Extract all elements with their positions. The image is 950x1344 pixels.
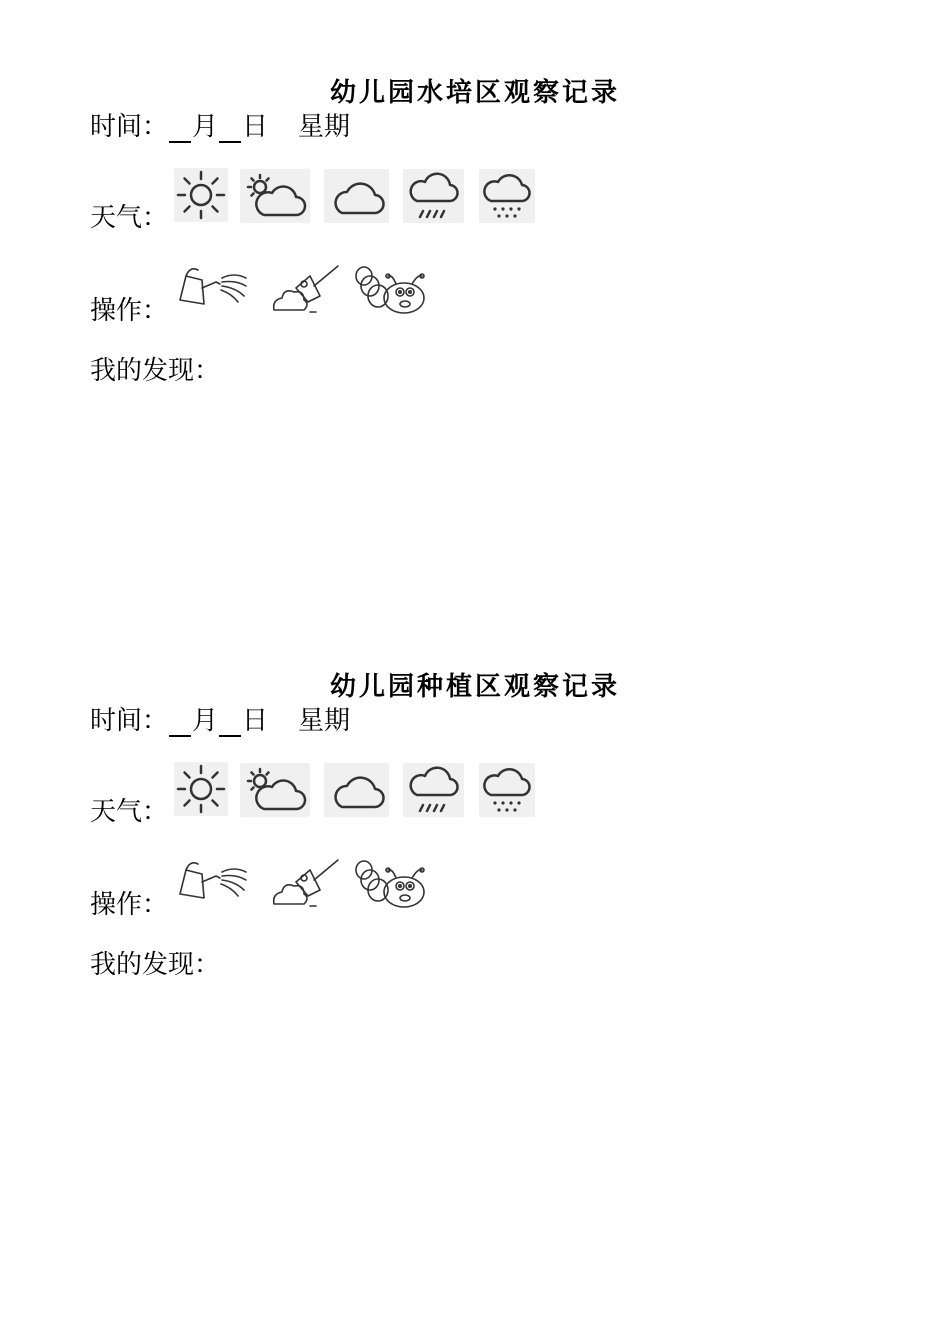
partly-cloudy-icon[interactable] bbox=[240, 763, 310, 817]
day-label: 日 bbox=[242, 706, 269, 736]
record-sheet-planting bbox=[0, 594, 950, 1194]
shovel-soil-icon[interactable] bbox=[270, 262, 342, 316]
findings-label: 我的发现： bbox=[90, 950, 221, 980]
cloudy-icon[interactable] bbox=[324, 763, 389, 817]
shovel-soil-icon[interactable] bbox=[270, 856, 342, 910]
rain-icon[interactable] bbox=[403, 763, 464, 817]
record-sheet-hydroponics bbox=[0, 0, 950, 600]
day-label: 日 bbox=[242, 112, 269, 142]
operation-label: 操作： bbox=[90, 890, 169, 920]
date-row bbox=[90, 106, 350, 143]
weekday-label: 星期 bbox=[298, 706, 351, 736]
month-blank[interactable] bbox=[169, 117, 191, 143]
month-label: 月 bbox=[192, 112, 219, 142]
operation-label: 操作： bbox=[90, 296, 169, 326]
record-title: 幼儿园种植区观察记录 bbox=[329, 672, 620, 702]
sunny-icon[interactable] bbox=[174, 762, 228, 816]
caterpillar-icon[interactable] bbox=[354, 262, 428, 316]
snow-icon[interactable] bbox=[479, 763, 535, 817]
day-blank[interactable] bbox=[219, 117, 241, 143]
date-row bbox=[90, 700, 350, 737]
caterpillar-icon[interactable] bbox=[354, 856, 428, 910]
rain-icon[interactable] bbox=[403, 169, 464, 223]
sunny-icon[interactable] bbox=[174, 168, 228, 222]
snow-icon[interactable] bbox=[479, 169, 535, 223]
watering-can-icon[interactable] bbox=[174, 264, 250, 314]
weather-label: 天气： bbox=[90, 797, 169, 827]
findings-label: 我的发现： bbox=[90, 356, 221, 386]
month-blank[interactable] bbox=[169, 711, 191, 737]
day-blank[interactable] bbox=[219, 711, 241, 737]
partly-cloudy-icon[interactable] bbox=[240, 169, 310, 223]
weekday-label: 星期 bbox=[298, 112, 351, 142]
watering-can-icon[interactable] bbox=[174, 858, 250, 908]
time-label: 时间： bbox=[90, 706, 169, 736]
weather-label: 天气： bbox=[90, 203, 169, 233]
cloudy-icon[interactable] bbox=[324, 169, 389, 223]
time-label: 时间： bbox=[90, 112, 169, 142]
month-label: 月 bbox=[192, 706, 219, 736]
record-title: 幼儿园水培区观察记录 bbox=[329, 78, 620, 108]
